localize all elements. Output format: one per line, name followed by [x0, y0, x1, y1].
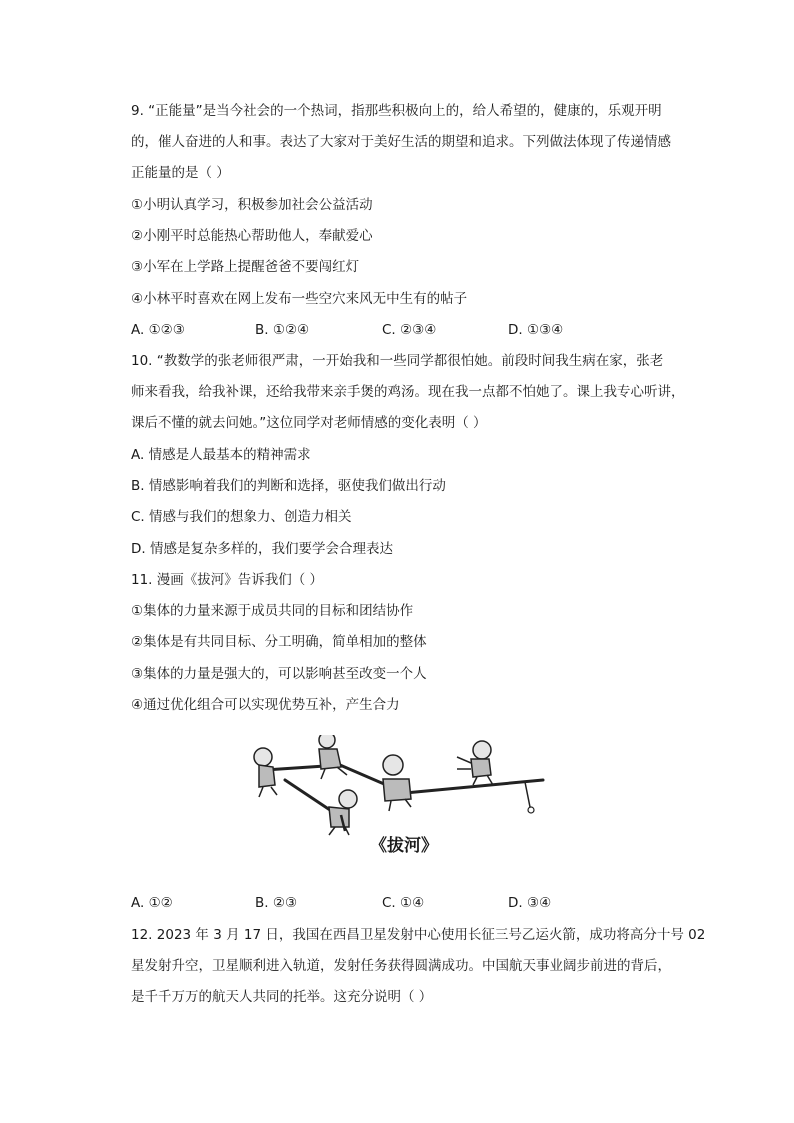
q11-options — [131, 893, 691, 913]
cartoon-figure-3 — [329, 790, 357, 835]
q11-item-2: ②集体是有共同目标、分工明确，简单相加的整体 — [131, 634, 427, 650]
q10-stem-line-2: 师来看我，给我补课，还给我带来亲手煲的鸡汤。现在我一点都不怕她了。课上我专心听讲， — [131, 384, 685, 400]
q9-stem-line-2: 的，催人奋进的人和事。表达了大家对于美好生活的期望和追求。下列做法体现了传递情感 — [131, 134, 671, 150]
q9-option-d: D. ①③④ — [508, 322, 564, 338]
q11-option-b: B. ②③ — [255, 895, 298, 911]
q12-stem-line-2: 星发射升空，卫星顺利进入轨道，发射任务获得圆满成功。中国航天事业阔步前进的背后， — [131, 958, 671, 974]
q10-stem-line-1: 10. “教数学的张老师很严肃，一开始我和一些同学都很怕她。前段时间我生病在家，张老 — [131, 353, 664, 369]
q10-option-b: B. 情感影响着我们的判断和选择，驱使我们做出行动 — [131, 478, 446, 494]
q9-option-a: A. ①②③ — [131, 322, 185, 338]
cartoon-figure-2 — [319, 735, 347, 779]
cartoon-figure-5 — [457, 741, 493, 785]
q10-option-d: D. 情感是复杂多样的，我们要学会合理表达 — [131, 541, 393, 557]
q12-stem-line-3: 是千千万万的航天人共同的托举。这充分说明（ ） — [131, 989, 433, 1005]
q11-item-1: ①集体的力量来源于成员共同的目标和团结协作 — [131, 603, 414, 619]
q9-stem-line-3: 正能量的是（ ） — [131, 165, 230, 181]
q11-option-c: C. ①④ — [382, 895, 425, 911]
q11-item-3: ③集体的力量是强大的，可以影响甚至改变一个人 — [131, 666, 427, 682]
q9-item-3: ③小军在上学路上提醒爸爸不要闯红灯 — [131, 259, 360, 275]
q9-item-2: ②小刚平时总能热心帮助他人，奉献爱心 — [131, 228, 373, 244]
q11-stem: 11. 漫画《拔河》告诉我们（ ） — [131, 572, 324, 588]
q10-option-c: C. 情感与我们的想象力、创造力相关 — [131, 509, 352, 525]
q10-option-a: A. 情感是人最基本的精神需求 — [131, 447, 311, 463]
q12-stem-line-1: 12. 2023 年 3 月 17 日，我国在西昌卫星发射中心使用长征三号乙运火箭，成功将高分十号 02 — [131, 927, 706, 943]
q11-option-d: D. ③④ — [508, 895, 552, 911]
q9-item-1: ①小明认真学习，积极参加社会公益活动 — [131, 197, 373, 213]
q9-options — [131, 320, 691, 340]
cartoon-figure-1 — [254, 748, 277, 797]
q9-option-b: B. ①②④ — [255, 322, 310, 338]
cartoon-figure-4 — [383, 755, 411, 811]
q10-stem-line-3: 课后不懂的就去问她。”这位同学对老师情感的变化表明（ ） — [131, 415, 487, 431]
q9-option-c: C. ②③④ — [382, 322, 437, 338]
q9-item-4: ④小林平时喜欢在网上发布一些空穴来风无中生有的帖子 — [131, 291, 468, 307]
q11-item-4: ④通过优化组合可以实现优势互补，产生合力 — [131, 697, 400, 713]
q11-option-a: A. ①② — [131, 895, 173, 911]
q9-stem-line-1: 9. “正能量”是当今社会的一个热词，指那些积极向上的，给人希望的，健康的，乐观开明 — [131, 103, 662, 119]
cartoon-caption: 《拔河》 — [370, 836, 438, 856]
